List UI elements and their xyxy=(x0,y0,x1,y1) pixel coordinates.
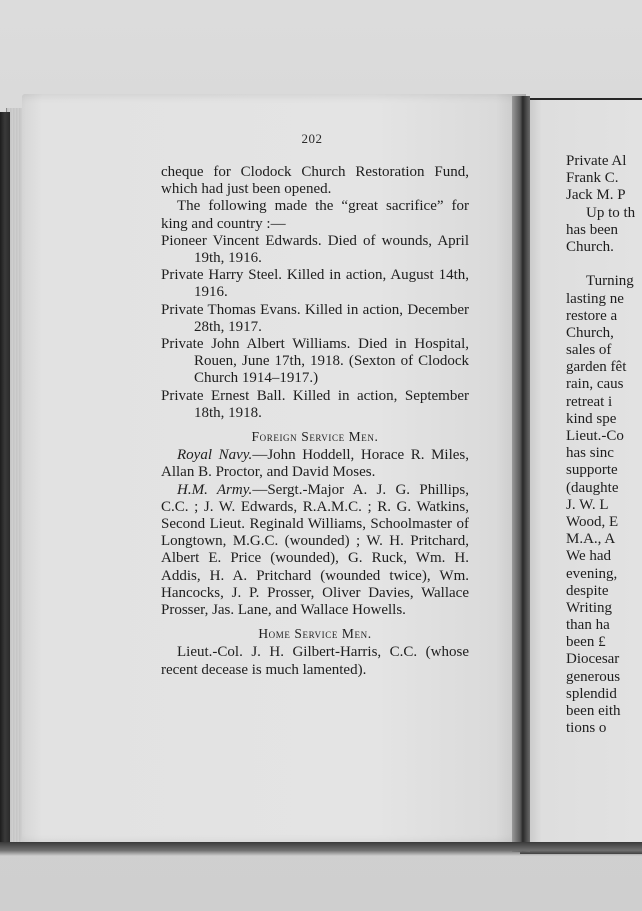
right-line: has been xyxy=(566,221,619,238)
left-page-text xyxy=(161,164,469,679)
right-line: Private Al xyxy=(566,153,627,169)
right-line: retreat i xyxy=(566,393,613,410)
right-line: evening, xyxy=(566,565,618,582)
right-line: Wood, E xyxy=(566,513,619,530)
right-line: generous xyxy=(566,668,621,685)
casualty-entry: Private John Albert Williams. Died in Hospital, Rouen, June 17th, 1918. (Sexton of Clodock Church 1914–1917.) xyxy=(161,336,469,387)
right-line: Diocesar xyxy=(566,651,620,668)
right-line: tions o xyxy=(566,720,607,737)
right-line: Writing xyxy=(566,599,613,616)
right-line: Church, xyxy=(566,324,614,341)
navy-label: Royal Navy. xyxy=(177,447,253,464)
right-line: supporte xyxy=(566,462,618,479)
right-line: has sinc xyxy=(566,445,614,462)
casualty-entry: Private Harry Steel. Killed in action, August 14th, 1916. xyxy=(161,267,469,301)
right-line: Turning xyxy=(586,273,634,290)
right-line: been eith xyxy=(566,703,621,719)
right-line: restore a xyxy=(566,307,618,324)
army-names: —Sergt.-Major A. J. G. Phillips, C.C. ; J. W. Edwards, R.A.M.C. ; R. G. Watkins, Second Lieut. Reginald Williams, Schoolmaster of Longtown, M.G.C. (wounded) ; W. H. Pritchard, Albert E. Price (wounded), G. Ruck, Wm. H. Addis, H. A. Pritchard (wounded twice), Wm. Hancocks, J. P. Prosser, Oliver Davies, Wallace Prosser, Jas. Lane, and Wallace Howells. xyxy=(161,481,469,619)
foreign-service-heading: Foreign Service Men. xyxy=(251,429,379,445)
right-line: Church. xyxy=(566,238,614,255)
paragraph: cheque for Clodock Church Restoration Fund, which had just been opened. xyxy=(161,164,469,198)
casualty-entry: Pioneer Vincent Edwards. Died of wounds, April 19th, 1916. xyxy=(161,232,469,267)
right-line: (daughte xyxy=(566,479,619,496)
right-page-text xyxy=(566,153,642,737)
page-number: 202 xyxy=(301,131,323,146)
navy-names: —John Hoddell, Horace R. Miles, Allan B. Proctor, and David Moses. xyxy=(161,447,469,481)
right-line: been £ xyxy=(566,634,606,651)
paragraph: The following made the “great sacrifice” for king and country :— xyxy=(161,198,469,232)
right-line: M.A., A xyxy=(566,531,616,548)
home-service-heading: Home Service Men. xyxy=(258,626,372,642)
navy-paragraph xyxy=(161,447,469,481)
right-line: splendid xyxy=(566,685,617,702)
right-line: Lieut.-Co xyxy=(566,428,624,444)
right-line: lasting ne xyxy=(566,290,624,307)
casualty-entry: Private Thomas Evans. Killed in action, December 28th, 1917. xyxy=(161,301,469,335)
casualty-entry: Private Ernest Ball. Killed in action, September 18th, 1918. xyxy=(161,387,469,421)
section-heading xyxy=(161,625,469,642)
right-line: than ha xyxy=(566,617,610,634)
section-heading xyxy=(161,428,469,445)
right-line: rain, caus xyxy=(566,376,624,393)
army-label: H.M. Army. xyxy=(177,481,253,498)
right-line: garden fêt xyxy=(566,359,627,376)
right-line: Jack M. P xyxy=(566,187,626,204)
book-gutter xyxy=(512,96,530,852)
right-line: kind spe xyxy=(566,410,617,427)
right-line: J. W. L xyxy=(566,496,609,513)
right-line: We had xyxy=(566,548,612,565)
bottom-shadow xyxy=(0,842,642,856)
left-cover xyxy=(0,112,10,848)
right-line: Up to th xyxy=(586,204,636,221)
right-line: Frank C. xyxy=(566,170,619,187)
home-service-text: Lieut.-Col. J. H. Gilbert-Harris, C.C. (whose recent decease is much lamented). xyxy=(161,644,469,678)
army-paragraph xyxy=(161,482,469,620)
right-line: despite xyxy=(566,582,609,599)
right-line: sales of xyxy=(566,342,612,359)
